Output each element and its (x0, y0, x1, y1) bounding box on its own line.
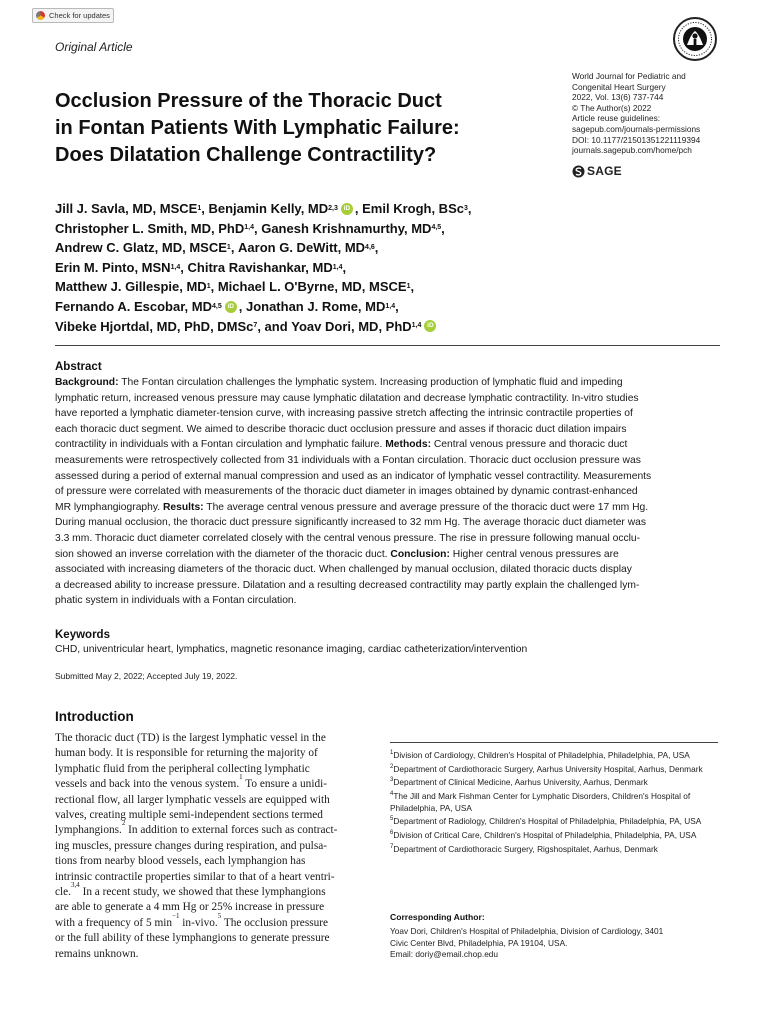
text-line (55, 437, 715, 453)
text-line (55, 793, 378, 808)
affiliation-text: Division of Cardiology, Children's Hospital of Philadelphia, Philadelphia, PA, USA (393, 750, 690, 760)
text-line (55, 773, 378, 792)
author-separator: , (410, 279, 415, 295)
article-title (55, 88, 555, 169)
author-line: Matthew J. Gillespie, MD 1 , Michael L. O'Byrne, MD, MSCE 1 , (55, 277, 575, 297)
affiliation-text: Department of Cardiothoracic Surgery, Aarhus University Hospital, Aarhus, Denmark (393, 763, 703, 774)
text-line (55, 422, 715, 438)
text-segment: cle. (55, 886, 71, 899)
text-line (55, 911, 378, 931)
text-segment: phatic system in individuals with a Fontan circulation. (55, 595, 297, 607)
affiliation-number: 7 (390, 843, 394, 850)
introduction-body (55, 731, 378, 962)
text-segment: The thoracic duct (TD) is the largest lymphatic vessel in the (55, 732, 326, 744)
author-name[interactable]: Vibeke Hjortdal, MD, PhD, DMSc (55, 318, 254, 334)
text-line (55, 578, 715, 594)
text-segment: associated with increasing diameters of the thoracic duct. When challenged by manual occlusion, dilated thoracic ducts display (55, 564, 632, 576)
text-segment: lymphangions. (55, 824, 122, 837)
text-line (55, 531, 715, 547)
text-line (55, 870, 378, 885)
text-segment: each thoracic duct segment. We aimed to describe thoracic duct occlusion pressure and asses if thoracic duct dilation impairs (55, 423, 627, 435)
author-line: Andrew C. Glatz, MD, MSCE 1 , Aaron G. DeWitt, MD 4,6 , (55, 238, 575, 258)
author-name[interactable]: Fernando A. Escobar, MD (55, 298, 212, 314)
author-separator: , (467, 201, 472, 216)
affiliation-item (390, 791, 720, 814)
author-line: Jill J. Savla, MD, MSCE 1 , Benjamin Kelly, MD 2,3 iD , Emil Krogh, BSc 3 , (55, 199, 575, 219)
author-separator: , (253, 220, 262, 236)
section-label: Methods: (385, 439, 431, 451)
author-name[interactable]: Aaron G. DeWitt, MD (238, 240, 366, 256)
text-segment: sion showed an inverse correlation with the diameter of the thoracic duct. (55, 548, 391, 560)
author-name[interactable]: Jill J. Savla, MD, MSCE (55, 201, 198, 216)
text-segment: intrinsic contractile properties similar to that of a heart ventri- (55, 870, 335, 883)
text-segment: with a frequency of 5 min (55, 916, 173, 929)
orcid-icon[interactable]: iD (341, 203, 353, 215)
citation-marker[interactable]: −1 (172, 911, 180, 920)
author-separator: , (238, 298, 246, 314)
text-segment: a decreased ability to increase pressure. Dilatation and a resulting decreased contractility may partly explain the challenged lym- (55, 579, 640, 591)
corresponding-author-heading: Corresponding Author: (390, 912, 485, 922)
author-separator: , (395, 298, 399, 314)
email-link[interactable]: Email: doriy@email.chop.edu (390, 949, 499, 960)
journal-meta-line: Congenital Heart Surgery (572, 81, 666, 92)
text-segment: MR lymphangiography. (55, 501, 163, 513)
footnote-divider (390, 742, 718, 743)
author-line: Fernando A. Escobar, MD 4,5 iD , Jonathan J. Rome, MD 1,4 , (55, 297, 575, 317)
author-separator: , (180, 259, 188, 275)
author-name[interactable]: Christopher L. Smith, MD, PhD (55, 220, 245, 236)
sage-s-icon (572, 165, 585, 178)
author-separator: , (342, 259, 347, 275)
text-segment: human body. It is responsible for returning the majority of (55, 747, 318, 760)
publisher-name: SAGE (587, 164, 622, 178)
affiliation-text: Department of Cardiothoracic Surgery, Rigshospitalet, Aarhus, Denmark (393, 843, 658, 854)
text-line (55, 562, 715, 578)
abstract-heading: Abstract (55, 361, 102, 373)
text-segment: In a recent study, we showed that these lymphangions (79, 886, 326, 899)
text-segment: are able to generate a 4 mm Hg or 25% increase in pressure (55, 901, 325, 914)
text-segment: in-vivo. (179, 916, 218, 929)
text-segment: tions from nearby blood vessels, each lymphangion has (55, 855, 306, 868)
title-line: Does Dilatation Challenge Contractility? (55, 144, 437, 166)
author-separator: , (374, 240, 379, 256)
article-type: Original Article (55, 40, 133, 54)
journal-society-logo-icon (672, 14, 718, 64)
text-segment: In addition to external forces such as contract- (125, 824, 338, 837)
author-name[interactable]: Andrew C. Glatz, MD, MSCE (55, 240, 227, 256)
author-name[interactable]: Jonathan J. Rome, MD (245, 298, 386, 314)
doi-link[interactable]: DOI: 10.1177/21501351221119394 (572, 134, 701, 145)
orcid-icon[interactable]: iD (225, 301, 237, 313)
affiliation-number: 5 (390, 816, 394, 823)
title-line: Occlusion Pressure of the Thoracic Duct (55, 90, 442, 112)
affiliation-number: 2 (390, 763, 394, 770)
text-segment: ing muscles, pressure changes during respiration, and pulsa- (55, 839, 327, 852)
text-line (55, 500, 715, 516)
citation-marker[interactable]: 2 (121, 819, 126, 828)
permissions-link[interactable]: sagepub.com/journals-permissions (572, 123, 701, 134)
text-line (55, 547, 715, 563)
section-label: Conclusion: (390, 548, 450, 560)
author-line: Christopher L. Smith, MD, PhD 1,4 , Ganesh Krishnamurthy, MD 4,5 , (55, 219, 575, 239)
text-segment: vessels and back into the venous system. (55, 778, 240, 791)
affiliation-number: 3 (390, 777, 394, 784)
text-segment: lymphatic return, increased venous pressure may cause lymphatic dilatation and decrease lymphatic contractility. In-vitro studies (55, 392, 639, 404)
citation-marker[interactable]: 3,4 (71, 881, 80, 890)
text-segment: The Fontan circulation challenges the lymphatic system. Increasing production of lymphatic fluid and impeding (118, 377, 623, 388)
author-name[interactable]: Chitra Ravishankar, MD (187, 259, 333, 275)
author-separator: , (354, 201, 363, 216)
corresponding-line: Yoav Dori, Children's Hospital of Philadelphia, Division of Cardiology, 3401 (390, 926, 664, 936)
text-segment: or the full ability of these lymphangions to generate pressure (55, 932, 330, 945)
abstract-body (55, 375, 715, 609)
text-segment: valves, creating multiple semi-independent sections termed (55, 809, 323, 822)
author-name[interactable]: Emil Krogh, BSc (362, 201, 464, 216)
text-line (55, 484, 715, 500)
affiliation-item (390, 777, 720, 789)
author-separator: , (210, 279, 218, 295)
introduction-heading: Introduction (55, 709, 134, 724)
affiliation-item (390, 764, 720, 776)
journal-meta-line: World Journal for Pediatric and (572, 71, 686, 81)
submission-dates: Submitted May 2, 2022; Accepted July 19, 2022. (55, 671, 238, 681)
journal-meta-line: 2022, Vol. 13(6) 737-744 (572, 92, 664, 103)
journal-home-link[interactable]: journals.sagepub.com/home/pch (572, 145, 692, 156)
text-line (55, 762, 378, 777)
author-separator: , and (257, 318, 292, 334)
text-line (55, 469, 715, 485)
text-line (55, 731, 378, 746)
citation-marker[interactable]: 5 (217, 911, 222, 920)
orcid-icon[interactable]: iD (424, 320, 436, 332)
author-name[interactable]: Erin M. Pinto, MSN (55, 259, 171, 275)
text-segment: have reported a lymphatic diameter-tension curve, with increasing passive stretch affecting the intrinsic contractile properties of (55, 408, 633, 420)
section-label: Background: (55, 377, 119, 388)
author-name[interactable]: Matthew J. Gillespie, MD (55, 279, 207, 295)
text-segment: remains unknown. (55, 947, 139, 960)
affiliation-number: 6 (390, 830, 394, 837)
text-segment: rectional flow, all larger lymphatic vessels are equipped with (55, 793, 330, 806)
affiliation-text: The Jill and Mark Fishman Center for Lymphatic Disorders, Children's Hospital of Philadelphia, PA, USA (390, 791, 691, 813)
text-line (55, 819, 378, 838)
journal-meta-line: © The Author(s) 2022 (572, 102, 652, 113)
text-line (55, 881, 378, 900)
author-line: Vibeke Hjortdal, MD, PhD, DMSc 7 , and Yoav Dori, MD, PhD 1,4 iD (55, 317, 575, 337)
corresponding-author-details (390, 926, 720, 961)
text-segment: The average central venous pressure and average pressure of the thoracic duct were 17 mm Hg. (203, 501, 649, 513)
affiliation-number: 4 (390, 791, 394, 798)
section-label: Results: (162, 501, 204, 513)
text-segment: To ensure a unidi- (242, 778, 328, 791)
author-separator: , (201, 201, 209, 216)
text-line (55, 375, 715, 391)
affiliation-item (390, 844, 720, 856)
text-segment: measurements were retrospectively collected from 31 individuals with a Fontan circulation. Thoracic duct occlusion pressure was (55, 454, 641, 466)
text-line (55, 854, 378, 869)
text-segment: assessed during a period of external manual compression and used as an indicator of lymphatic vessel contractility. Measurements (55, 470, 652, 482)
text-line (55, 515, 715, 531)
author-name[interactable]: Michael L. O'Byrne, MD, MSCE (217, 279, 407, 295)
author-name[interactable]: Ganesh Krishnamurthy, MD (261, 220, 432, 236)
affiliation-number: 1 (390, 750, 394, 757)
title-line: in Fontan Patients With Lymphatic Failure: (55, 117, 460, 139)
text-segment: 3.3 mm. Thoracic duct diameter correlated closely with the central venous pressure. The rise in pressure following manual occlu- (55, 532, 641, 544)
author-line: Erin M. Pinto, MSN 1,4 , Chitra Ravishankar, MD 1,4 , (55, 258, 575, 278)
journal-meta-line: Article reuse guidelines: (572, 113, 661, 124)
text-segment: The occlusion pressure (221, 916, 329, 929)
affiliations-list (390, 750, 720, 857)
text-line (55, 808, 378, 823)
text-segment: Central venous pressure and thoracic duct (431, 439, 628, 451)
publisher-logo (572, 164, 622, 178)
affiliation-item (390, 830, 720, 842)
text-line (55, 931, 378, 946)
affiliation-item (390, 750, 720, 762)
journal-metadata (572, 71, 752, 156)
check-for-updates-label: Check for updates (49, 11, 110, 20)
citation-marker[interactable]: 1 (239, 773, 243, 782)
section-divider (55, 345, 720, 346)
keywords-heading: Keywords (55, 629, 110, 641)
affiliation-text: Division of Critical Care, Children's Hospital of Philadelphia, Philadelphia, PA, USA (393, 830, 697, 841)
author-name[interactable]: Yoav Dori, MD, PhD (291, 318, 412, 334)
text-segment: contractility in individuals with a Fontan circulation and lymphatic failure. (55, 439, 386, 451)
author-list (55, 199, 575, 336)
author-separator: , (230, 240, 239, 256)
text-segment: Higher central venous pressures are (449, 548, 619, 560)
text-segment: During manual occlusion, the thoracic duct pressure significantly increased to 32 mm Hg. The average thoracic duct diameter was (55, 517, 647, 529)
affiliation-text: Department of Clinical Medicine, Aarhus University, Aarhus, Denmark (393, 777, 648, 788)
text-line (55, 839, 378, 854)
text-line (55, 406, 715, 422)
text-line (55, 391, 715, 407)
corresponding-line: Civic Center Blvd, Philadelphia, PA 19104, USA. (390, 937, 568, 948)
text-line (55, 593, 715, 609)
text-line (55, 746, 378, 761)
text-segment: lymphatic fluid from the peripheral collecting lymphatic (55, 762, 310, 775)
author-separator: , (441, 220, 445, 236)
keywords-text: CHD, univentricular heart, lymphatics, magnetic resonance imaging, cardiac catheterization/intervention (55, 644, 528, 655)
text-line (55, 900, 378, 915)
text-segment: of pressure were correlated with measurements of the thoracic duct diameter in images obtained by dynamic contrast-enhanced (55, 486, 638, 498)
author-name[interactable]: Benjamin Kelly, MD (208, 201, 329, 216)
check-for-updates-button[interactable] (32, 8, 114, 23)
check-updates-icon (36, 11, 45, 20)
text-line (55, 453, 715, 469)
affiliation-item (390, 816, 720, 828)
affiliation-text: Department of Radiology, Children's Hospital of Philadelphia, Philadelphia, PA, USA (393, 816, 702, 827)
text-line (55, 947, 378, 962)
